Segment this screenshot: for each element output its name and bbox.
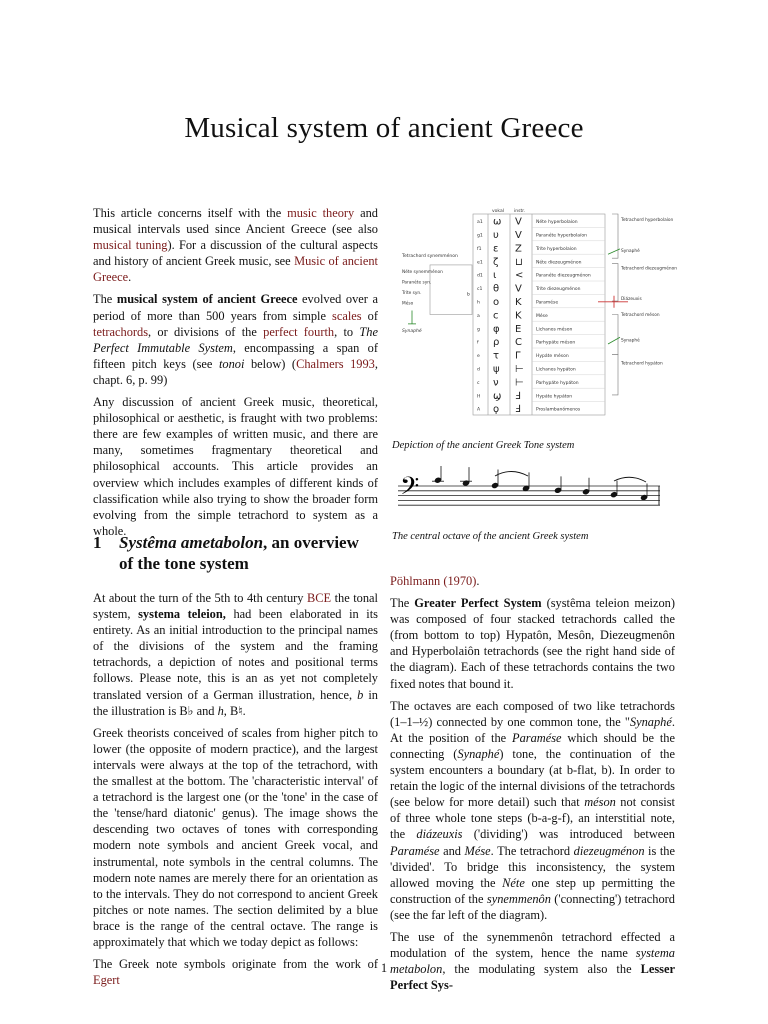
left-position-name: Tríte syn. <box>402 290 422 296</box>
left-position-name: Néte synemménon <box>402 269 443 275</box>
note-name: d <box>477 367 480 373</box>
vocal-symbol: ψ <box>493 364 500 376</box>
column-header-instr: instr. <box>514 209 526 214</box>
instr-symbol: Ⅴ <box>515 230 522 242</box>
position-name: Paramése <box>536 300 559 306</box>
link-scales[interactable]: scales <box>332 308 362 323</box>
page-title: Musical system of ancient Greece <box>184 112 584 144</box>
link-pohlmann[interactable]: Pöhlmann (1970) <box>390 574 477 588</box>
right-paragraph-2: The octaves are each composed of two like tetrachords (1–1–½) connected by one common tone, the "Synaphé. At the position of the Paramése which should be the connecting (Synaphé) tone, the continuation of the system encounters a boundary (at b-flat, b). In order to retain the logic of the internal divisions of the tetrachords (see below for more detail) such that méson not consist of three whole tone steps (b-a-g-f), an interstitial note, the diázeuxis ('dividing') was introduced between Paramése and Mése. The tetrachord diezeugménon is the 'divided'. To bridge this inconsistency, the system allowed moving the Néte one step up permitting the construction of the synemmenôn ('connecting') tetrachord (see the far left of the diagram). <box>390 698 675 922</box>
right-label: Synaphé <box>621 338 640 344</box>
right-paragraph-0: Pöhlmann (1970). <box>390 574 480 588</box>
section1-paragraph-1: At about the turn of the 5th to 4th century BCE the tonal system, systema teleion, had been elaborated in its entirety. As an initial introduction to the principal names of the divisions of the system and the framing tetrachords, a depiction of notes and positional terms follows. Please note, this is an as yet not completely translated version of a German illustration, hence, b in the illustration is B♭ and h, B♮. <box>93 591 378 718</box>
right-label: Tetrachord méson <box>621 313 660 319</box>
figure2-caption: The central octave of the ancient Greek system <box>392 531 589 542</box>
instr-symbol: Γ <box>515 350 521 362</box>
note-name: d1 <box>477 273 483 279</box>
instr-symbol: ⊢ <box>515 377 524 389</box>
section-heading-1: 1 Systêma ametabolon, an overview of the tone system <box>93 533 359 573</box>
intro-section <box>93 205 378 545</box>
note-name: e <box>477 354 480 360</box>
tetrachord-bracket <box>612 355 618 395</box>
vocal-symbol: ε <box>493 243 499 255</box>
vocal-symbol: θ <box>493 283 500 295</box>
column-header-vocal: vokal <box>492 209 504 214</box>
vocal-symbol: τ <box>493 350 500 362</box>
instr-symbol: Ϲ <box>515 337 522 349</box>
right-label: Tetrachord hyperbolaíon <box>621 218 674 224</box>
position-name: Paranéte hyperbolaíon <box>536 233 587 239</box>
instr-symbol: Ⅎ <box>515 404 521 416</box>
note-name: c <box>477 380 480 386</box>
note-name: A <box>477 407 481 413</box>
position-name: Lichanos hypáton <box>536 367 576 373</box>
right-label: Synaphé <box>621 248 640 254</box>
vocal-symbol: ϣ <box>493 390 502 402</box>
right-paragraph-1: The Greater Perfect System (systêma teleion meizon) was composed of four stacked tetrachords called the (from bottom to top) Hypatôn, Mesôn, Diezeugmenôn and Hyperbolaiôn tetrachords (see the right hand side of the diagram). Each of these tetrachords contains the two fixed notes that bound it. <box>390 596 675 691</box>
vocal-symbol: ζ <box>493 256 499 268</box>
vocal-symbol: ν <box>493 377 499 389</box>
position-name: Tríte hyperbolaíon <box>536 246 577 252</box>
central-octave-staff <box>398 466 660 516</box>
vocal-symbol: ι <box>493 270 497 282</box>
link-egert[interactable]: Egert <box>93 973 120 988</box>
right-label: Tetrachord hypáton <box>621 361 663 367</box>
note-name: f <box>477 340 479 346</box>
section1-paragraph-2: Greek theorists conceived of scales from higher pitch to lower (the opposite of modern practice), and the largest intervals were always at the top of the tetrachord, with the smallest at the bottom. The 'characteristic interval' of a tetrachord is the largest one (or the 'tone' in the case of the 'tense/hard diatonic' genus). The image shows the descending two octaves of tones with corresponding modern note symbols and ancient Greek vocal, and instrumental, note symbols in the central columns. The modern note names are merely there for an orientation as to the intervals. They do not correspond to ancient Greek pitches or note names. The section delimited by a blue brace is the range of the central octave. The range is approximately that which we today depict as follows: <box>93 725 378 949</box>
right-column-body <box>390 573 675 999</box>
section1-body <box>93 590 378 994</box>
left-position-name: Paranéte syn. <box>402 280 432 286</box>
vocal-symbol: υ <box>493 230 499 242</box>
tie-arc-2 <box>614 477 646 482</box>
right-label: Tetrachord diezeugménon <box>621 266 677 272</box>
position-name: Hypáte hypáton <box>536 394 573 400</box>
tetrachord-bracket <box>612 264 618 302</box>
instr-symbol: Ⅴ <box>515 283 522 295</box>
instr-symbol: < <box>515 270 524 282</box>
instr-symbol: ⊔ <box>515 256 523 268</box>
intro-paragraph-3: Any discussion of ancient Greek music, theoretical, philosophical or aesthetic, is fraught with two problems: there are few examples of written music, and there are many, sometimes fragmentary theoretical and philosophical accounts. This article provides an overview which includes examples of different kinds of classification while also trying to show the broader form evolving from the simple tetrachord to system as a whole. <box>93 395 378 538</box>
position-name: Proslambanómenos <box>536 407 581 413</box>
link-music-theory[interactable]: music theory <box>287 206 355 220</box>
link-perfect-fourth[interactable]: perfect fourth <box>263 324 335 339</box>
instr-symbol: Κ <box>515 310 522 322</box>
intro-paragraph-1: This article concerns itself with the music theory and musical intervals used since Ancient Greece (see also musical tuning). For a discussion of the cultural aspects and history of ancient Greek music, see Music of ancient Greece. <box>93 206 378 285</box>
left-b-label: b <box>467 292 470 298</box>
instr-symbol: Ⅴ <box>515 216 522 228</box>
link-tetrachords[interactable]: tetrachords <box>93 324 149 339</box>
position-name: Paranéte diezeugménon <box>536 273 591 279</box>
note-name: H <box>477 394 481 400</box>
position-name: Hypáte méson <box>536 354 569 360</box>
link-musical-tuning[interactable]: musical tuning <box>93 238 168 253</box>
note-name: a <box>477 313 480 319</box>
tie-arc-1 <box>495 472 528 477</box>
vocal-symbol: ρ <box>493 337 500 349</box>
note-name: h <box>477 300 480 306</box>
position-name: Néte hyperbolaíon <box>536 220 578 226</box>
instr-symbol: Κ <box>515 297 522 309</box>
vocal-symbol: ο <box>493 297 500 309</box>
position-name: Lichanos méson <box>536 327 573 333</box>
position-name: Tríte diezeugménon <box>536 287 581 293</box>
position-name: Mése <box>536 313 548 319</box>
link-chalmers[interactable]: Chalmers 1993 <box>296 356 375 371</box>
bass-clef-icon: 𝄢 <box>400 472 420 507</box>
intro-paragraph-2: The musical system of ancient Greece evolved over a period of more than 500 years from simple scales of tetrachords, or divisions of the perfect fourth, to The Perfect Immutable System, encompassing a span of fifteen pitch keys (see tonoi below) (Chalmers 1993, chapt. 6, p. 99) <box>93 292 378 387</box>
position-name: Néte diezeugménon <box>536 260 582 266</box>
section1-paragraph-3: The Greek note symbols originate from the work of Egert <box>93 957 378 988</box>
left-header: Tetrachord synemménon <box>402 253 458 259</box>
right-label: Diázeuxis <box>621 297 642 303</box>
instr-symbol: Ε <box>515 323 522 335</box>
position-name: Parhypáte méson <box>536 340 576 346</box>
vocal-symbol: φ <box>493 323 500 335</box>
vocal-symbol: ϙ <box>493 404 500 416</box>
tetrachord-bracket <box>612 315 618 355</box>
note-name: a1 <box>477 220 483 226</box>
page-number: 1 <box>380 961 388 975</box>
instr-symbol: Ζ <box>515 243 522 255</box>
right-paragraph-3: The use of the synemmenôn tetrachord effected a modulation of the system, hence the name systema metabolon, the modulating system also the Lesser Perfect Sys- <box>390 929 675 993</box>
note-name: g1 <box>477 233 483 239</box>
diagram-labels <box>401 208 677 415</box>
note-name: c1 <box>477 287 483 293</box>
note-name: e1 <box>477 260 483 266</box>
link-music-ancient-greece[interactable]: Music of ancient Greece <box>93 254 378 285</box>
vocal-symbol: ω <box>493 216 502 228</box>
position-name: Parhypáte hypáton <box>536 380 579 386</box>
note-name: g <box>477 327 480 333</box>
instr-symbol: ⊢ <box>515 364 524 376</box>
note-name: f1 <box>477 246 482 252</box>
vocal-symbol: c <box>493 310 499 322</box>
link-bce[interactable]: BCE <box>306 591 332 605</box>
instr-symbol: Ⅎ <box>515 390 521 402</box>
left-position-name: Méso <box>402 301 414 307</box>
tone-system-diagram <box>400 204 690 426</box>
synaphe-left-label: Synaphé <box>402 328 422 334</box>
figure1-caption: Depiction of the ancient Greek Tone system <box>392 440 575 451</box>
